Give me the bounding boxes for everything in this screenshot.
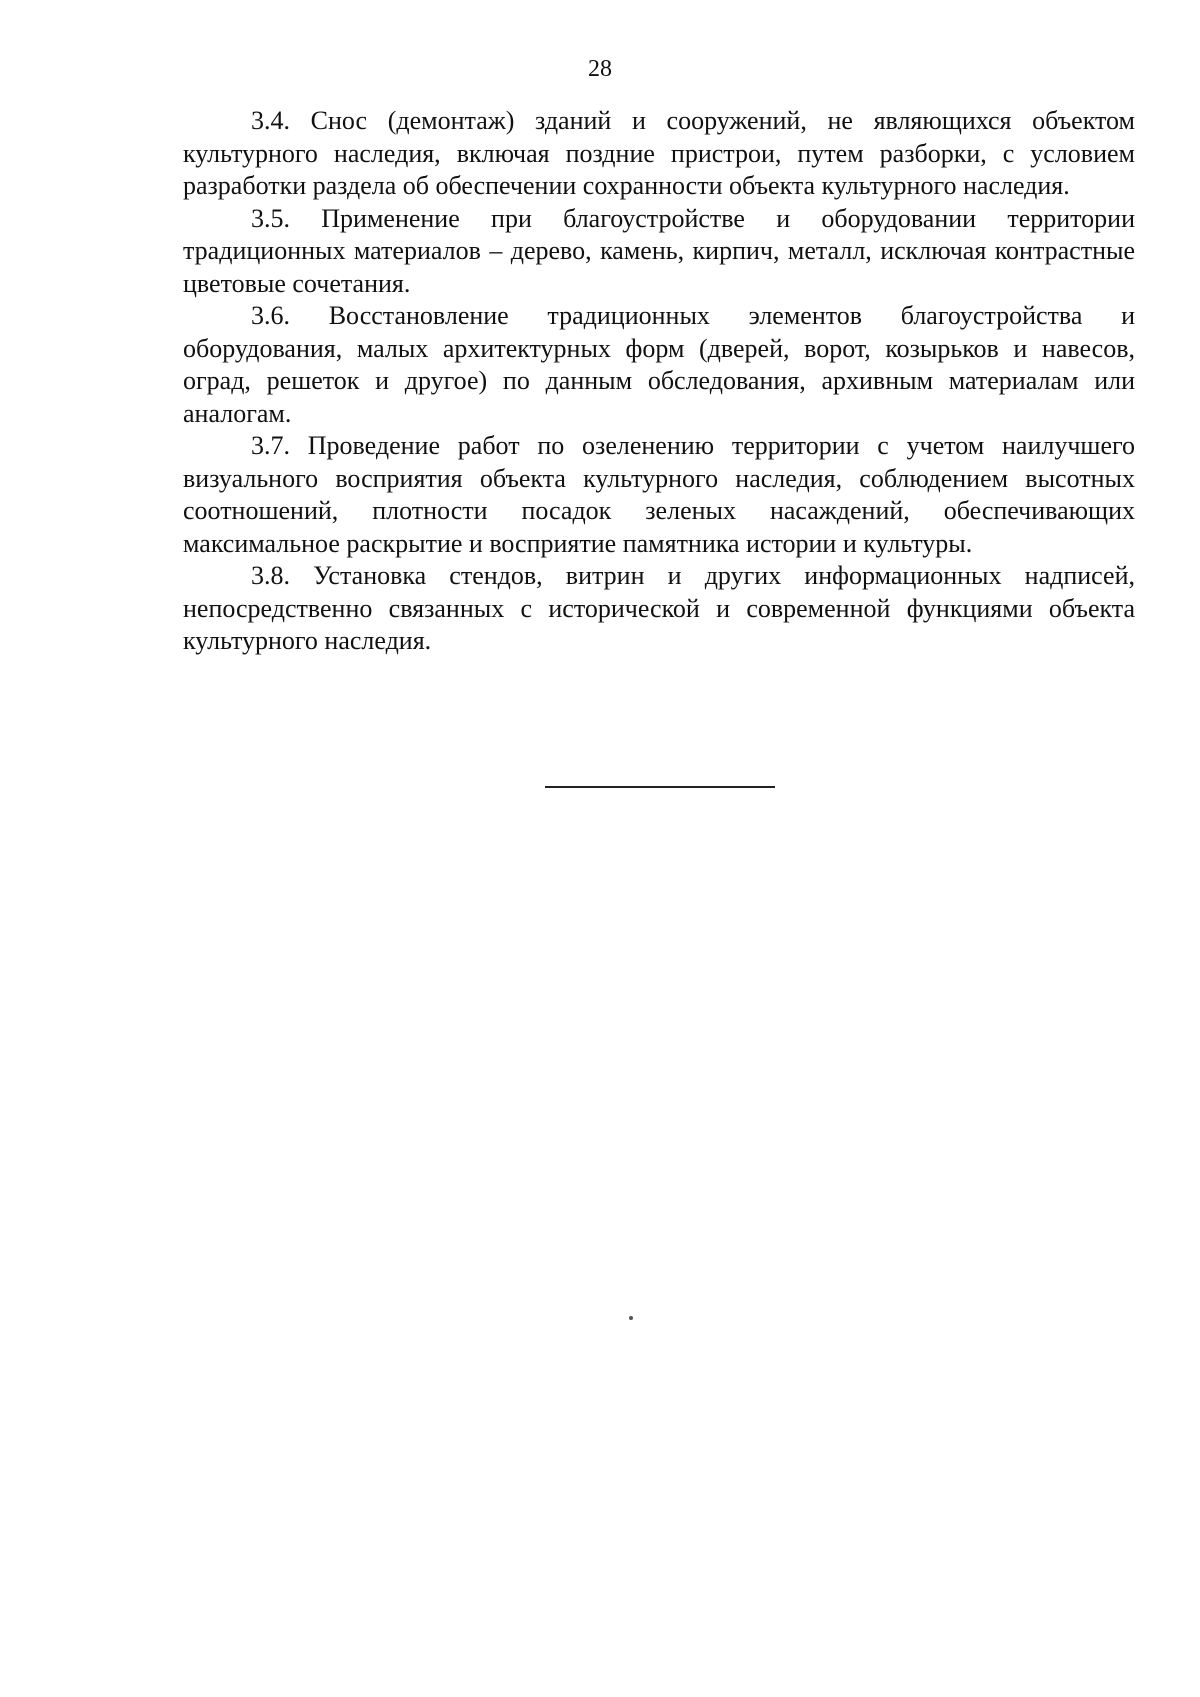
document-body bbox=[183, 105, 1135, 658]
paragraph-3-5: 3.5. Применение при благоустройстве и оборудовании территории традиционных материалов – дерево, камень, кирпич, металл, исключая контрастные цветовые сочетания. bbox=[183, 203, 1135, 298]
scan-speck bbox=[629, 1316, 633, 1320]
paragraph-3-4: 3.4. Снос (демонтаж) зданий и сооружений, не являющихся объектом культурного наследия, включая поздние пристрои, путем разборки, с условием разработки раздела об обеспечении сохранности объекта культурного наследия. bbox=[183, 106, 1135, 200]
paragraph-3-6: 3.6. Восстановление традиционных элементов благоустройства и оборудования, малых архитектурных форм (дверей, ворот, козырьков и навесов, оград, решеток и другое) по данным обследования, архивным материалам или аналогам. bbox=[183, 301, 1135, 428]
paragraph-3-8: 3.8. Установка стендов, витрин и других информационных надписей, непосредственно связанных с исторической и современной функциями объекта культурного наследия. bbox=[183, 561, 1135, 655]
paragraph-3-7: 3.7. Проведение работ по озеленению территории с учетом наилучшего визуального восприятия объекта культурного наследия, соблюдением высотных соотношений, плотности посадок зеленых насаждений, обеспечивающих максимальное раскрытие и восприятие памятника истории и культуры. bbox=[183, 431, 1135, 558]
end-of-document-rule bbox=[545, 786, 775, 788]
page-number: 28 bbox=[588, 56, 612, 82]
